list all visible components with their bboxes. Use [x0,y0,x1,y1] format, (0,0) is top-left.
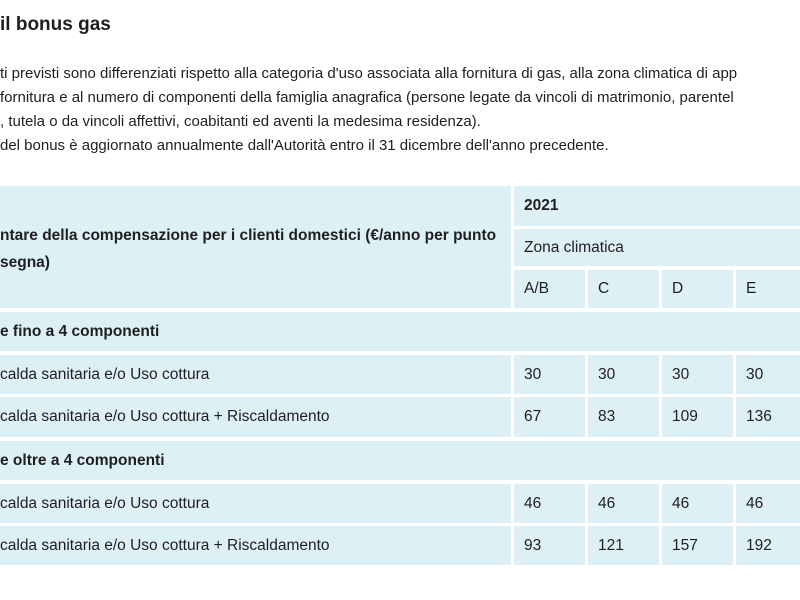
table-cell: 30 [736,355,800,394]
table-cell: 46 [662,484,733,523]
table-cell: 30 [662,355,733,394]
row-label: calda sanitaria e/o Uso cottura [0,355,511,394]
page-title: il bonus gas [0,14,111,35]
header-label-line: ntare della compensazione per i clienti domestici (€/anno per punto [0,227,497,244]
zone-ab-header: A/B [514,270,585,308]
table-cell: 30 [588,355,659,394]
zone-c-header: C [588,270,659,308]
table-cell: 121 [588,526,659,565]
table-header-label [0,186,511,308]
table-cell: 157 [662,526,733,565]
intro-line: ti previsti sono differenziati rispetto alla categoria d'uso associata alla fornitura di gas, alla zona climatica di app [0,65,738,82]
table-cell: 93 [514,526,585,565]
group-title: e oltre a 4 componenti [0,441,800,480]
intro-line: , tutela o da vincoli affettivi, coabitanti ed aventi la medesima residenza). [0,113,481,130]
row-label: calda sanitaria e/o Uso cottura + Riscaldamento [0,526,511,565]
table-cell: 46 [588,484,659,523]
table-cell: 136 [736,397,800,437]
group-title: e fino a 4 componenti [0,312,800,351]
intro-paragraph [0,62,800,158]
zone-header: Zona climatica [514,229,800,266]
intro-line: fornitura e al numero di componenti della famiglia anagrafica (persone legate da vincoli di matrimonio, parentel [0,89,734,106]
intro-line: del bonus è aggiornato annualmente dall'Autorità entro il 31 dicembre dell'anno precedente. [0,137,609,154]
row-label: calda sanitaria e/o Uso cottura + Riscaldamento [0,397,511,437]
table-cell: 46 [514,484,585,523]
table-cell: 83 [588,397,659,437]
zone-d-header: D [662,270,733,308]
zone-e-header: E [736,270,800,308]
header-label-line: segna) [0,254,50,271]
table-cell: 67 [514,397,585,437]
row-label: calda sanitaria e/o Uso cottura [0,484,511,523]
table-cell: 46 [736,484,800,523]
year-header: 2021 [514,186,800,226]
table-cell: 30 [514,355,585,394]
table-cell: 192 [736,526,800,565]
table-cell: 109 [662,397,733,437]
